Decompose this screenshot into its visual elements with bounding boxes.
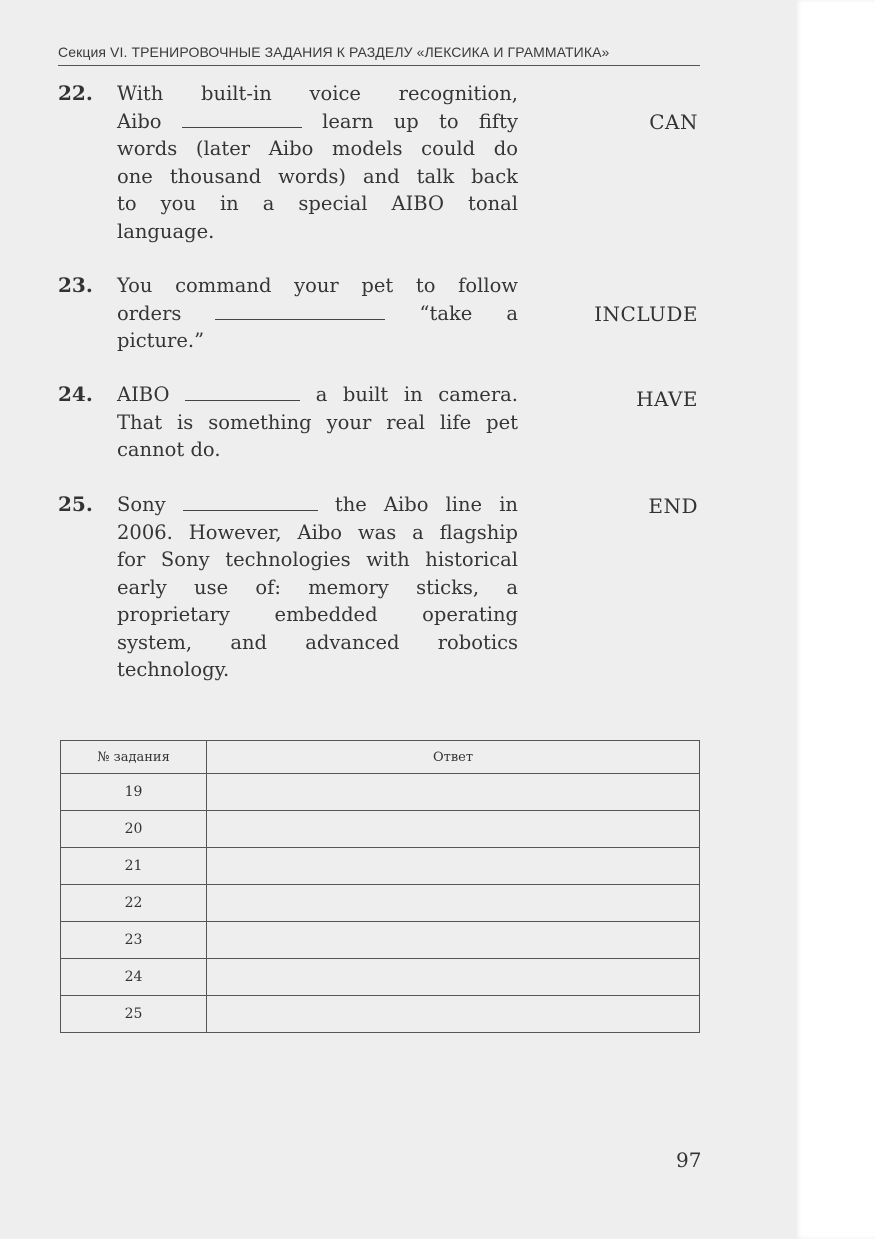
text-line: technology. bbox=[117, 658, 230, 681]
text-fragment: the Aibo line in bbox=[334, 493, 518, 516]
text-line: You command your pet to follow bbox=[117, 274, 518, 297]
text-line: one thousand words) and talk back bbox=[117, 164, 518, 188]
text-line bbox=[117, 300, 518, 328]
text-fragment: AIBO bbox=[117, 383, 170, 406]
exercise-22 bbox=[58, 80, 698, 250]
column-header-answer: Ответ bbox=[207, 741, 700, 774]
text-line bbox=[117, 491, 518, 519]
section-header: Секция VI. ТРЕНИРОВОЧНЫЕ ЗАДАНИЯ К РАЗДЕЛУ «ЛЕКСИКА И ГРАММАТИКА» bbox=[58, 44, 610, 60]
text-fragment: Aibo bbox=[117, 109, 162, 133]
answer-blank[interactable] bbox=[182, 109, 302, 128]
text-line bbox=[117, 108, 518, 136]
text-line: 2006. However, Aibo was a flagship bbox=[117, 520, 518, 544]
answer-cell[interactable] bbox=[207, 848, 700, 885]
answer-cell[interactable] bbox=[207, 922, 700, 959]
table-header-row bbox=[61, 741, 700, 774]
exercise-text bbox=[117, 80, 518, 245]
exercise-24 bbox=[58, 381, 698, 471]
answer-cell[interactable] bbox=[207, 996, 700, 1033]
answer-cell[interactable] bbox=[207, 774, 700, 811]
text-line: picture.” bbox=[117, 329, 205, 352]
exercise-text bbox=[117, 381, 518, 464]
answer-cell[interactable] bbox=[207, 959, 700, 996]
table-row bbox=[61, 848, 700, 885]
keyword: END bbox=[648, 494, 698, 518]
exercise-number: 23. bbox=[58, 273, 93, 297]
page-number: 97 bbox=[676, 1148, 702, 1172]
table-row bbox=[61, 996, 700, 1033]
text-fragment: Sony bbox=[117, 493, 166, 516]
task-number-cell: 24 bbox=[61, 959, 207, 996]
text-line: system, and advanced robotics bbox=[117, 630, 518, 654]
text-fragment: learn up to fifty bbox=[322, 109, 518, 133]
exercise-number: 22. bbox=[58, 81, 93, 105]
column-header-task-number: № задания bbox=[61, 741, 207, 774]
text-line: words (later Aibo models could do bbox=[117, 137, 518, 160]
text-line: to you in a special AIBO tonal bbox=[117, 192, 518, 215]
answer-table bbox=[60, 740, 700, 1033]
text-line: proprietary embedded operating bbox=[117, 603, 518, 626]
text-line: early use of: memory sticks, a bbox=[117, 575, 518, 599]
task-number-cell: 25 bbox=[61, 996, 207, 1033]
answer-blank[interactable] bbox=[185, 382, 300, 401]
text-fragment: a built in camera. bbox=[315, 383, 518, 406]
text-line: With built-in voice recognition, bbox=[117, 82, 518, 105]
exercise-number: 25. bbox=[58, 492, 93, 516]
table-row bbox=[61, 811, 700, 848]
text-line: cannot do. bbox=[117, 438, 221, 461]
exercise-number: 24. bbox=[58, 382, 93, 406]
task-number-cell: 21 bbox=[61, 848, 207, 885]
text-line: language. bbox=[117, 219, 215, 243]
exercise-23 bbox=[58, 272, 698, 362]
keyword: CAN bbox=[649, 110, 698, 134]
exercise-text bbox=[117, 491, 518, 684]
exercise-25 bbox=[58, 491, 698, 691]
task-number-cell: 22 bbox=[61, 885, 207, 922]
answer-blank[interactable] bbox=[183, 492, 318, 511]
answer-cell[interactable] bbox=[207, 885, 700, 922]
table-row bbox=[61, 959, 700, 996]
task-number-cell: 23 bbox=[61, 922, 207, 959]
task-number-cell: 20 bbox=[61, 811, 207, 848]
table-row bbox=[61, 774, 700, 811]
answer-blank[interactable] bbox=[215, 301, 385, 320]
answer-cell[interactable] bbox=[207, 811, 700, 848]
exercise-text bbox=[117, 272, 518, 355]
keyword: INCLUDE bbox=[594, 302, 698, 326]
text-line: That is something your real life pet bbox=[117, 410, 518, 434]
text-fragment: orders bbox=[117, 301, 182, 325]
keyword: HAVE bbox=[636, 387, 698, 411]
table-row bbox=[61, 885, 700, 922]
text-fragment: “take a bbox=[419, 301, 519, 325]
task-number-cell: 19 bbox=[61, 774, 207, 811]
text-line: for Sony technologies with historical bbox=[117, 548, 518, 571]
text-line bbox=[117, 381, 518, 409]
header-rule bbox=[58, 65, 700, 66]
table-row bbox=[61, 922, 700, 959]
page-edge bbox=[795, 0, 875, 1239]
